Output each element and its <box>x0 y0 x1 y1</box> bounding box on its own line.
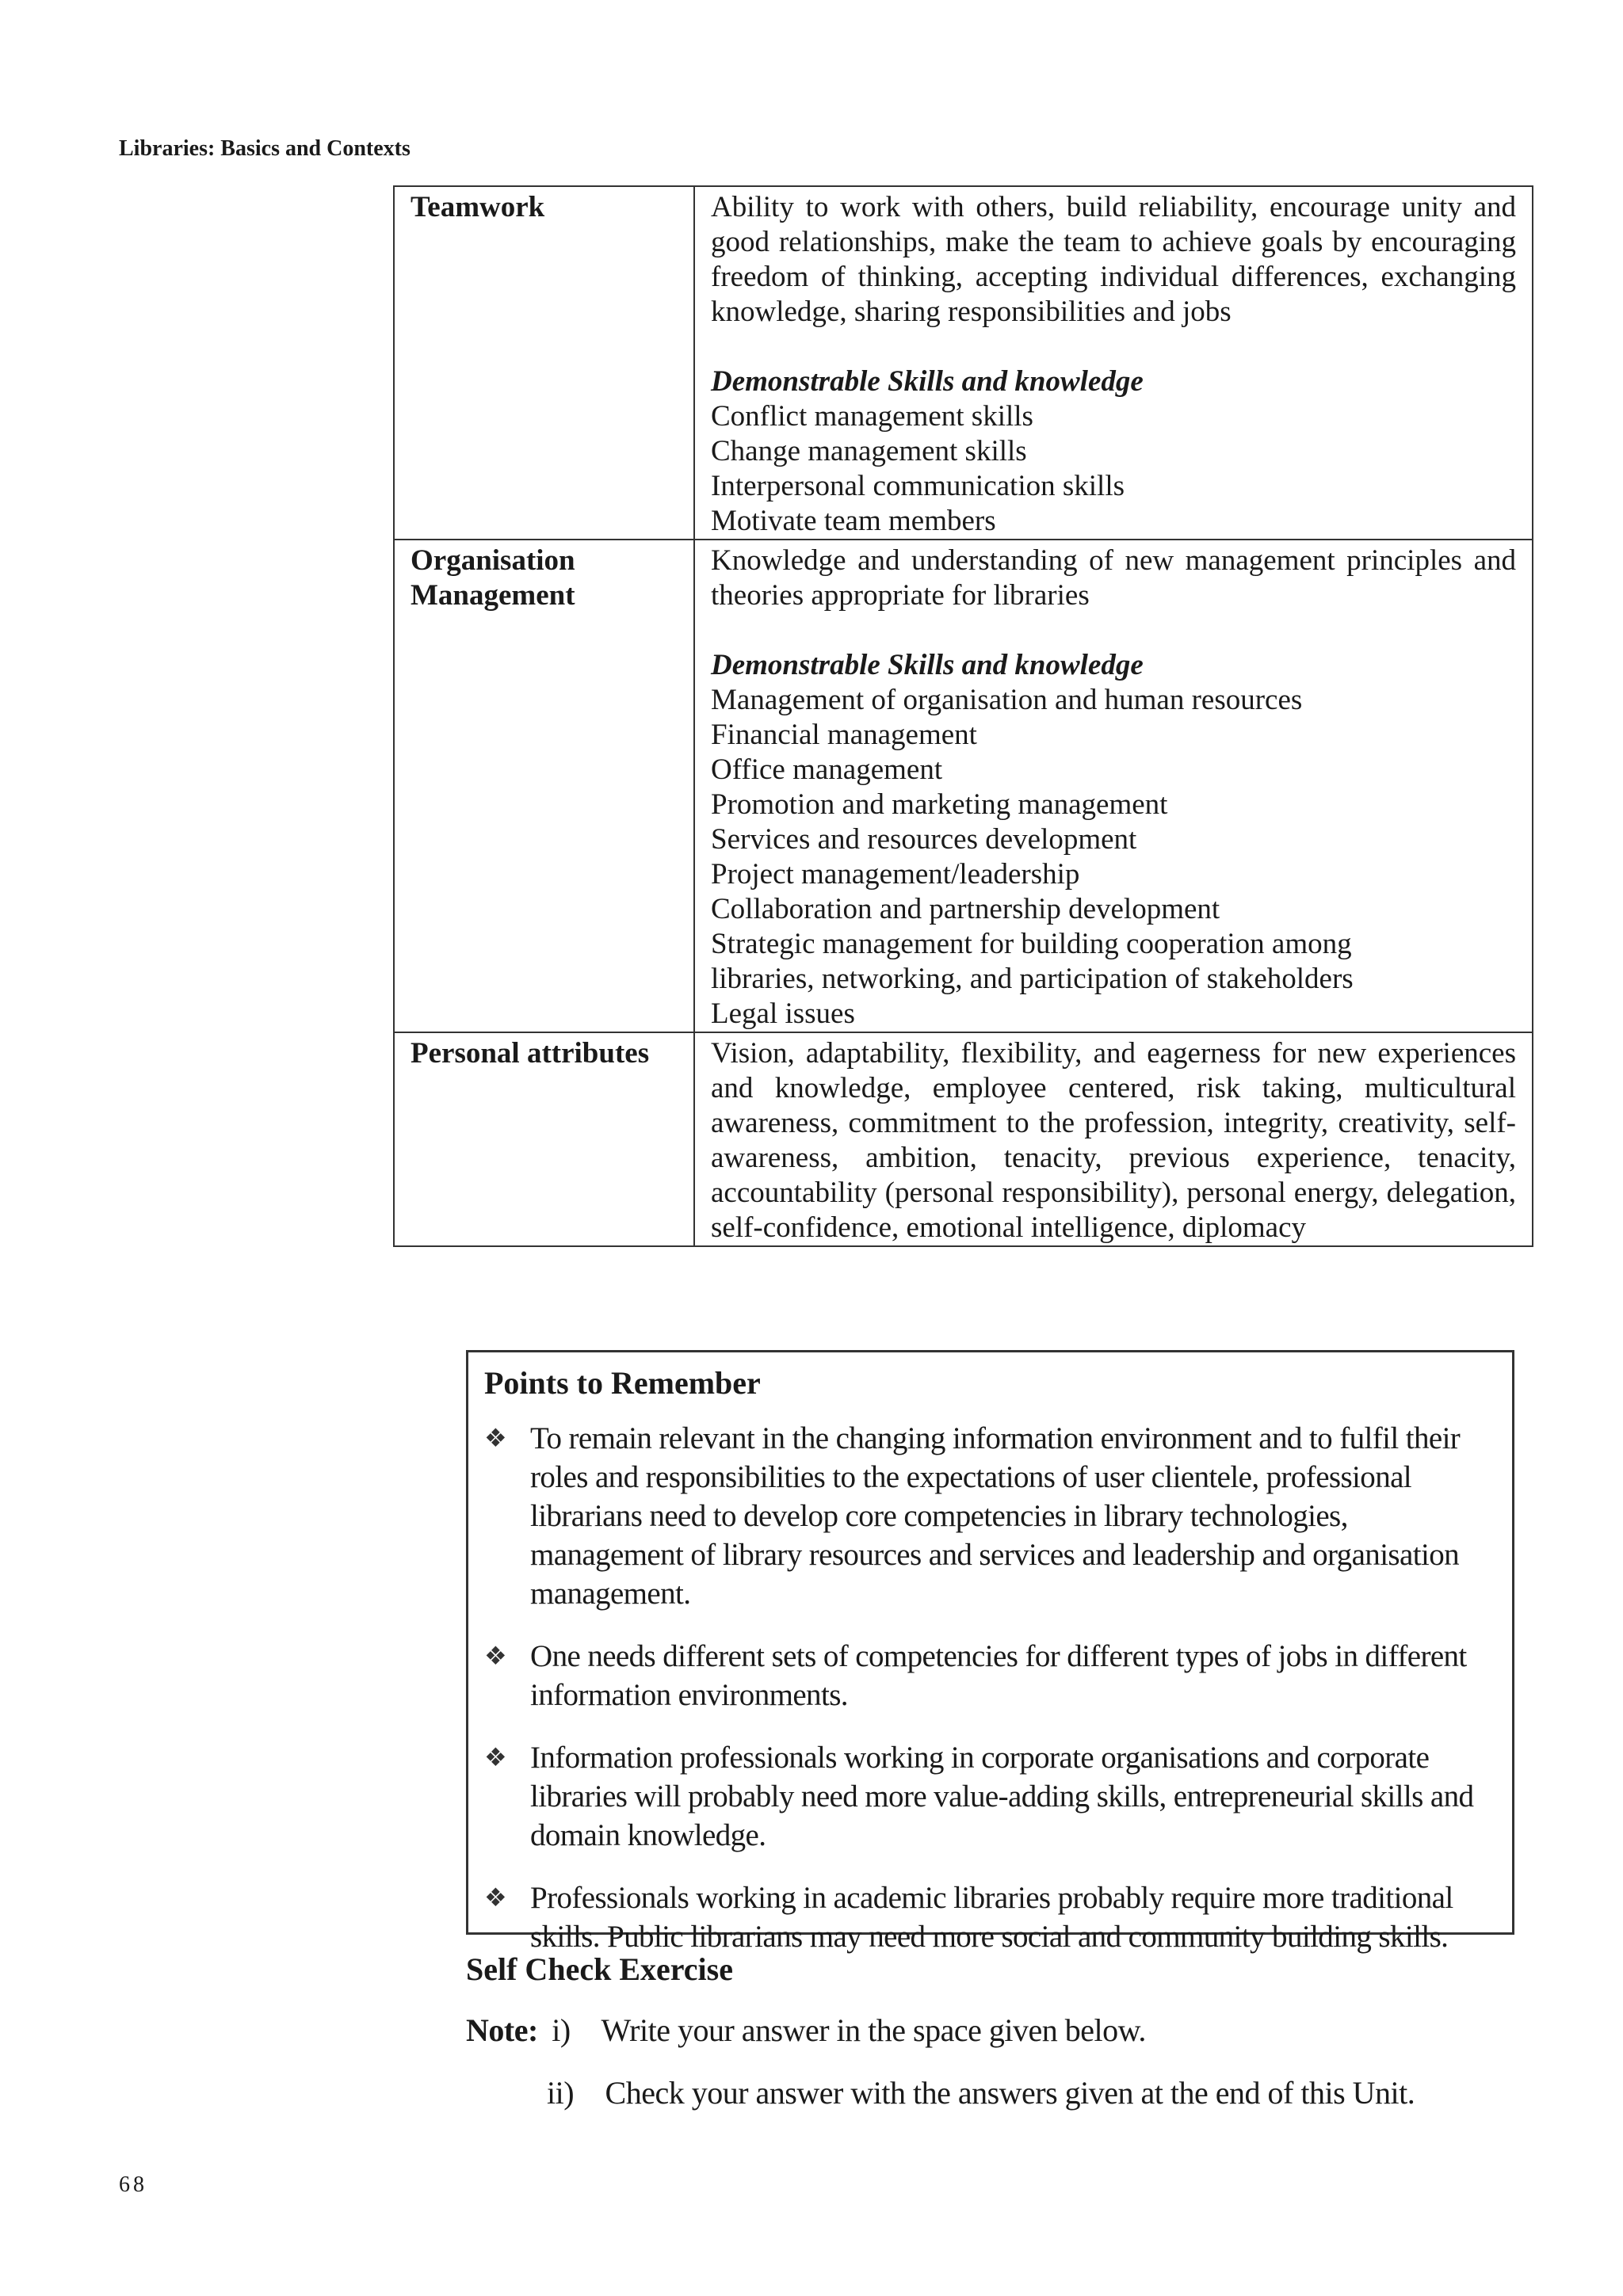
point-text: Professionals working in academic libraries probably require more traditional skills. Public librarians may need more social and community building skills. <box>530 1881 1453 1954</box>
competency-label: Teamwork <box>394 186 694 540</box>
skill-item: Interpersonal communication skills <box>711 470 1125 502</box>
competency-detail <box>694 540 1533 1032</box>
competency-description: Vision, adaptability, flexibility, and eagerness for new experiences and knowledge, employee centered, risk taking, multicultural awareness, commitment to the profession, integrity, creativity, self-awareness, ambition, tenacity, previous experience, tenacity, accountability (personal responsibility), personal energy, delegation, self-confidence, emotional intelligence, diplomacy <box>711 1037 1516 1244</box>
note-label: Note: <box>466 2012 538 2048</box>
list-item <box>484 1738 1499 1855</box>
skill-item: Services and resources development <box>711 823 1137 856</box>
points-to-remember-title: Points to Remember <box>484 1365 761 1401</box>
skill-item: Office management <box>711 753 943 786</box>
skill-item: Management of organisation and human resources <box>711 684 1303 716</box>
competency-table <box>393 185 1533 1247</box>
diamond-bullet-icon: ❖ <box>484 1743 507 1772</box>
note-row <box>466 2011 1146 2050</box>
skill-item: Project management/leadership <box>711 858 1080 891</box>
skills-heading: Demonstrable Skills and knowledge <box>711 649 1144 681</box>
skill-item: Conflict management skills <box>711 400 1033 433</box>
note-number: ii) <box>547 2075 575 2111</box>
skills-heading: Demonstrable Skills and knowledge <box>711 365 1144 398</box>
skill-item: libraries, networking, and participation of stakeholders <box>711 963 1354 995</box>
point-text: One needs different sets of competencies for different types of jobs in different information environments. <box>530 1639 1467 1712</box>
table-row <box>394 186 1533 540</box>
diamond-bullet-icon: ❖ <box>484 1883 507 1912</box>
competency-description: Ability to work with others, build reliability, encourage unity and good relationships, make the team to achieve goals by encouraging freedom of thinking, accepting individual differences, exchanging knowledge, sharing responsibilities and jobs <box>711 191 1516 328</box>
note-row <box>547 2073 1415 2113</box>
competency-label: Organisation Management <box>394 540 694 1032</box>
competency-label: Personal attributes <box>394 1032 694 1246</box>
skill-item: Motivate team members <box>711 505 996 537</box>
skill-item: Collaboration and partnership development <box>711 893 1220 925</box>
skill-item: Promotion and marketing management <box>711 788 1168 821</box>
diamond-bullet-icon: ❖ <box>484 1424 507 1452</box>
table-row <box>394 1032 1533 1246</box>
point-text: To remain relevant in the changing information environment and to fulfil their roles and responsibilities to the expectations of user clientele, professional librarians need to develop core competencies in library technologies, management of library resources and services and leadership and organisation management. <box>530 1421 1461 1611</box>
skill-item: Legal issues <box>711 997 855 1030</box>
skill-item: Change management skills <box>711 435 1027 467</box>
note-text: Check your answer with the answers given at the end of this Unit. <box>605 2075 1415 2111</box>
list-item <box>484 1419 1499 1613</box>
list-item <box>484 1878 1499 1956</box>
competency-detail <box>694 1032 1533 1246</box>
page-number: 68 <box>119 2172 147 2197</box>
self-check-title: Self Check Exercise <box>466 1951 733 1987</box>
competency-detail <box>694 186 1533 540</box>
points-to-remember-box <box>466 1350 1514 1954</box>
running-head: Libraries: Basics and Contexts <box>119 136 411 161</box>
table-row <box>394 540 1533 1032</box>
competency-description: Knowledge and understanding of new management principles and theories appropriate for libraries <box>711 544 1516 612</box>
list-item <box>484 1637 1499 1714</box>
note-number: i) <box>552 2012 571 2048</box>
skill-item: Financial management <box>711 719 977 751</box>
skill-item: Strategic management for building cooperation among <box>711 928 1352 960</box>
note-text: Write your answer in the space given below. <box>601 2012 1146 2048</box>
diamond-bullet-icon: ❖ <box>484 1642 507 1670</box>
point-text: Information professionals working in corporate organisations and corporate libraries will probably need more value-adding skills, entrepreneurial skills and domain knowledge. <box>530 1741 1474 1852</box>
